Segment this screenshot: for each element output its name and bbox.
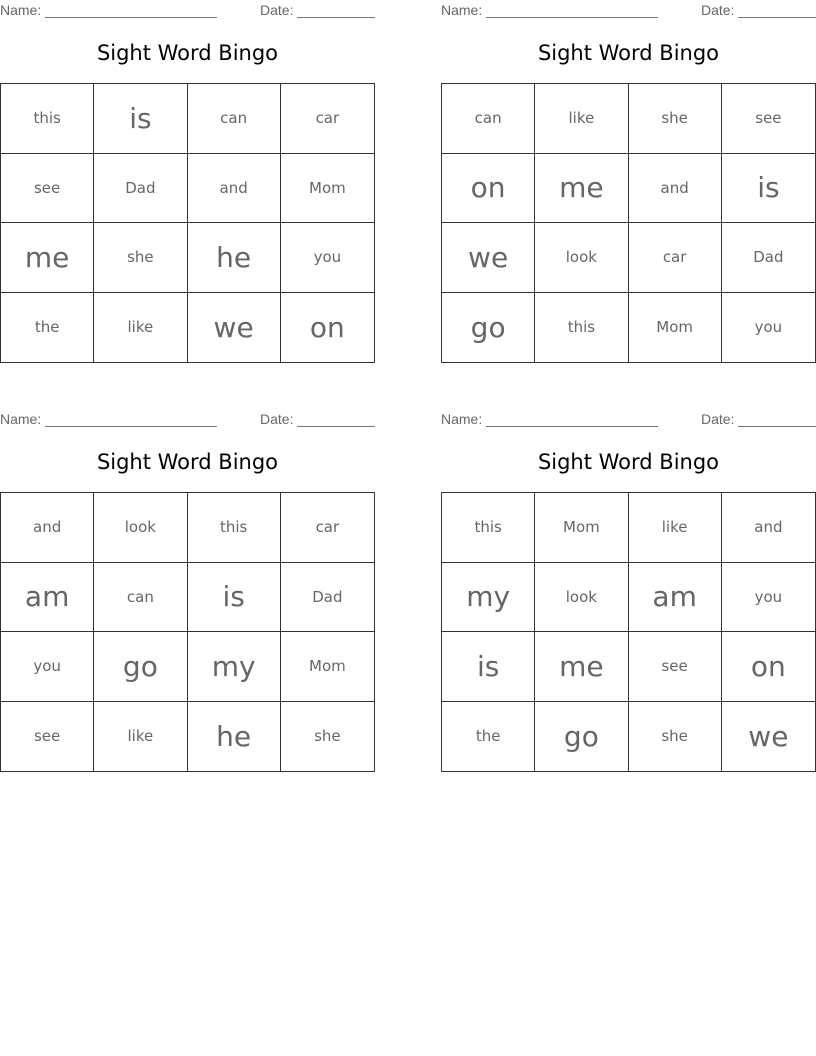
bingo-cell: you bbox=[754, 318, 783, 337]
bingo-cell: me bbox=[535, 632, 628, 702]
name-label: Name: bbox=[441, 411, 483, 427]
bingo-cell: is bbox=[94, 84, 187, 154]
name-blank-line bbox=[486, 17, 658, 18]
bingo-card bbox=[441, 0, 816, 365]
name-label: Name: bbox=[0, 2, 42, 18]
bingo-cell: like bbox=[94, 702, 187, 772]
date-label: Date: bbox=[260, 2, 294, 18]
bingo-cell: you bbox=[722, 563, 815, 633]
bingo-cell: my bbox=[188, 632, 281, 702]
bingo-cell: is bbox=[722, 154, 815, 224]
name-label: Name: bbox=[0, 411, 42, 427]
bingo-cell: he bbox=[188, 702, 281, 772]
bingo-cell: go bbox=[442, 293, 535, 363]
bingo-cell: Mom bbox=[629, 293, 722, 363]
bingo-cell: see bbox=[722, 84, 815, 154]
bingo-cell: see bbox=[1, 702, 94, 772]
bingo-cell: like bbox=[629, 493, 722, 563]
bingo-cell: and bbox=[629, 154, 722, 224]
date-blank-line bbox=[297, 426, 375, 427]
bingo-cell: this bbox=[535, 293, 628, 363]
bingo-cell: can bbox=[188, 84, 281, 154]
date-label: Date: bbox=[260, 411, 294, 427]
bingo-cell: look bbox=[535, 563, 628, 633]
bingo-cell: and bbox=[722, 493, 815, 563]
card-header bbox=[0, 2, 375, 20]
bingo-cell: me bbox=[535, 154, 628, 224]
bingo-cell: on bbox=[442, 154, 535, 224]
bingo-cell: like bbox=[535, 84, 628, 154]
bingo-card bbox=[441, 409, 816, 774]
bingo-cell: Dad bbox=[722, 223, 815, 293]
date-label: Date: bbox=[701, 411, 735, 427]
bingo-cell: she bbox=[314, 727, 341, 746]
bingo-cell: we bbox=[188, 293, 281, 363]
bingo-grid bbox=[441, 83, 816, 363]
bingo-cell: Dad bbox=[94, 154, 187, 224]
bingo-cell: car bbox=[281, 84, 374, 154]
bingo-cell: and bbox=[188, 154, 281, 224]
bingo-card bbox=[0, 409, 375, 774]
name-blank-line bbox=[45, 17, 217, 18]
bingo-grid bbox=[0, 492, 375, 772]
card-title: Sight Word Bingo bbox=[537, 450, 720, 474]
date-blank-line bbox=[738, 426, 816, 427]
bingo-cell: on bbox=[722, 632, 815, 702]
bingo-cell: look bbox=[535, 223, 628, 293]
bingo-cell: he bbox=[188, 223, 281, 293]
bingo-cell: you bbox=[281, 223, 374, 293]
bingo-cell: see bbox=[1, 154, 94, 224]
bingo-grid bbox=[441, 492, 816, 772]
bingo-cell: is bbox=[442, 632, 535, 702]
bingo-cell: Mom bbox=[535, 493, 628, 563]
bingo-cell: we bbox=[748, 719, 789, 753]
bingo-cell: the bbox=[442, 702, 535, 772]
bingo-cell: Dad bbox=[281, 563, 374, 633]
name-blank-line bbox=[486, 426, 658, 427]
bingo-cell: am bbox=[1, 563, 94, 633]
bingo-cell: is bbox=[188, 563, 281, 633]
name-label: Name: bbox=[441, 2, 483, 18]
bingo-cell: car bbox=[281, 493, 374, 563]
bingo-cell: my bbox=[442, 563, 535, 633]
bingo-cell: on bbox=[309, 310, 345, 344]
bingo-cell: this bbox=[442, 493, 535, 563]
bingo-cell: she bbox=[629, 84, 722, 154]
bingo-cell: this bbox=[188, 493, 281, 563]
bingo-cell: like bbox=[94, 293, 187, 363]
card-header bbox=[441, 2, 816, 20]
bingo-cell: me bbox=[1, 223, 94, 293]
bingo-card bbox=[0, 0, 375, 365]
bingo-cell: she bbox=[629, 702, 722, 772]
bingo-cell: can bbox=[442, 84, 535, 154]
bingo-cell: am bbox=[629, 563, 722, 633]
card-title: Sight Word Bingo bbox=[96, 41, 279, 65]
bingo-cell: car bbox=[629, 223, 722, 293]
card-header bbox=[0, 411, 375, 429]
date-label: Date: bbox=[701, 2, 735, 18]
card-title: Sight Word Bingo bbox=[537, 41, 720, 65]
date-blank-line bbox=[297, 17, 375, 18]
bingo-cell: and bbox=[1, 493, 94, 563]
bingo-cell: this bbox=[1, 84, 94, 154]
bingo-cell: she bbox=[94, 223, 187, 293]
bingo-cell: can bbox=[94, 563, 187, 633]
bingo-cell: go bbox=[94, 632, 187, 702]
bingo-cell: we bbox=[442, 223, 535, 293]
bingo-cell: Mom bbox=[281, 154, 374, 224]
bingo-cell: Mom bbox=[281, 632, 374, 702]
bingo-grid bbox=[0, 83, 375, 363]
bingo-cell: the bbox=[1, 293, 94, 363]
date-blank-line bbox=[738, 17, 816, 18]
bingo-cell: you bbox=[1, 632, 94, 702]
card-title: Sight Word Bingo bbox=[96, 450, 279, 474]
card-header bbox=[441, 411, 816, 429]
name-blank-line bbox=[45, 426, 217, 427]
bingo-cell: look bbox=[94, 493, 187, 563]
bingo-cell: go bbox=[535, 702, 628, 772]
bingo-cell: see bbox=[629, 632, 722, 702]
